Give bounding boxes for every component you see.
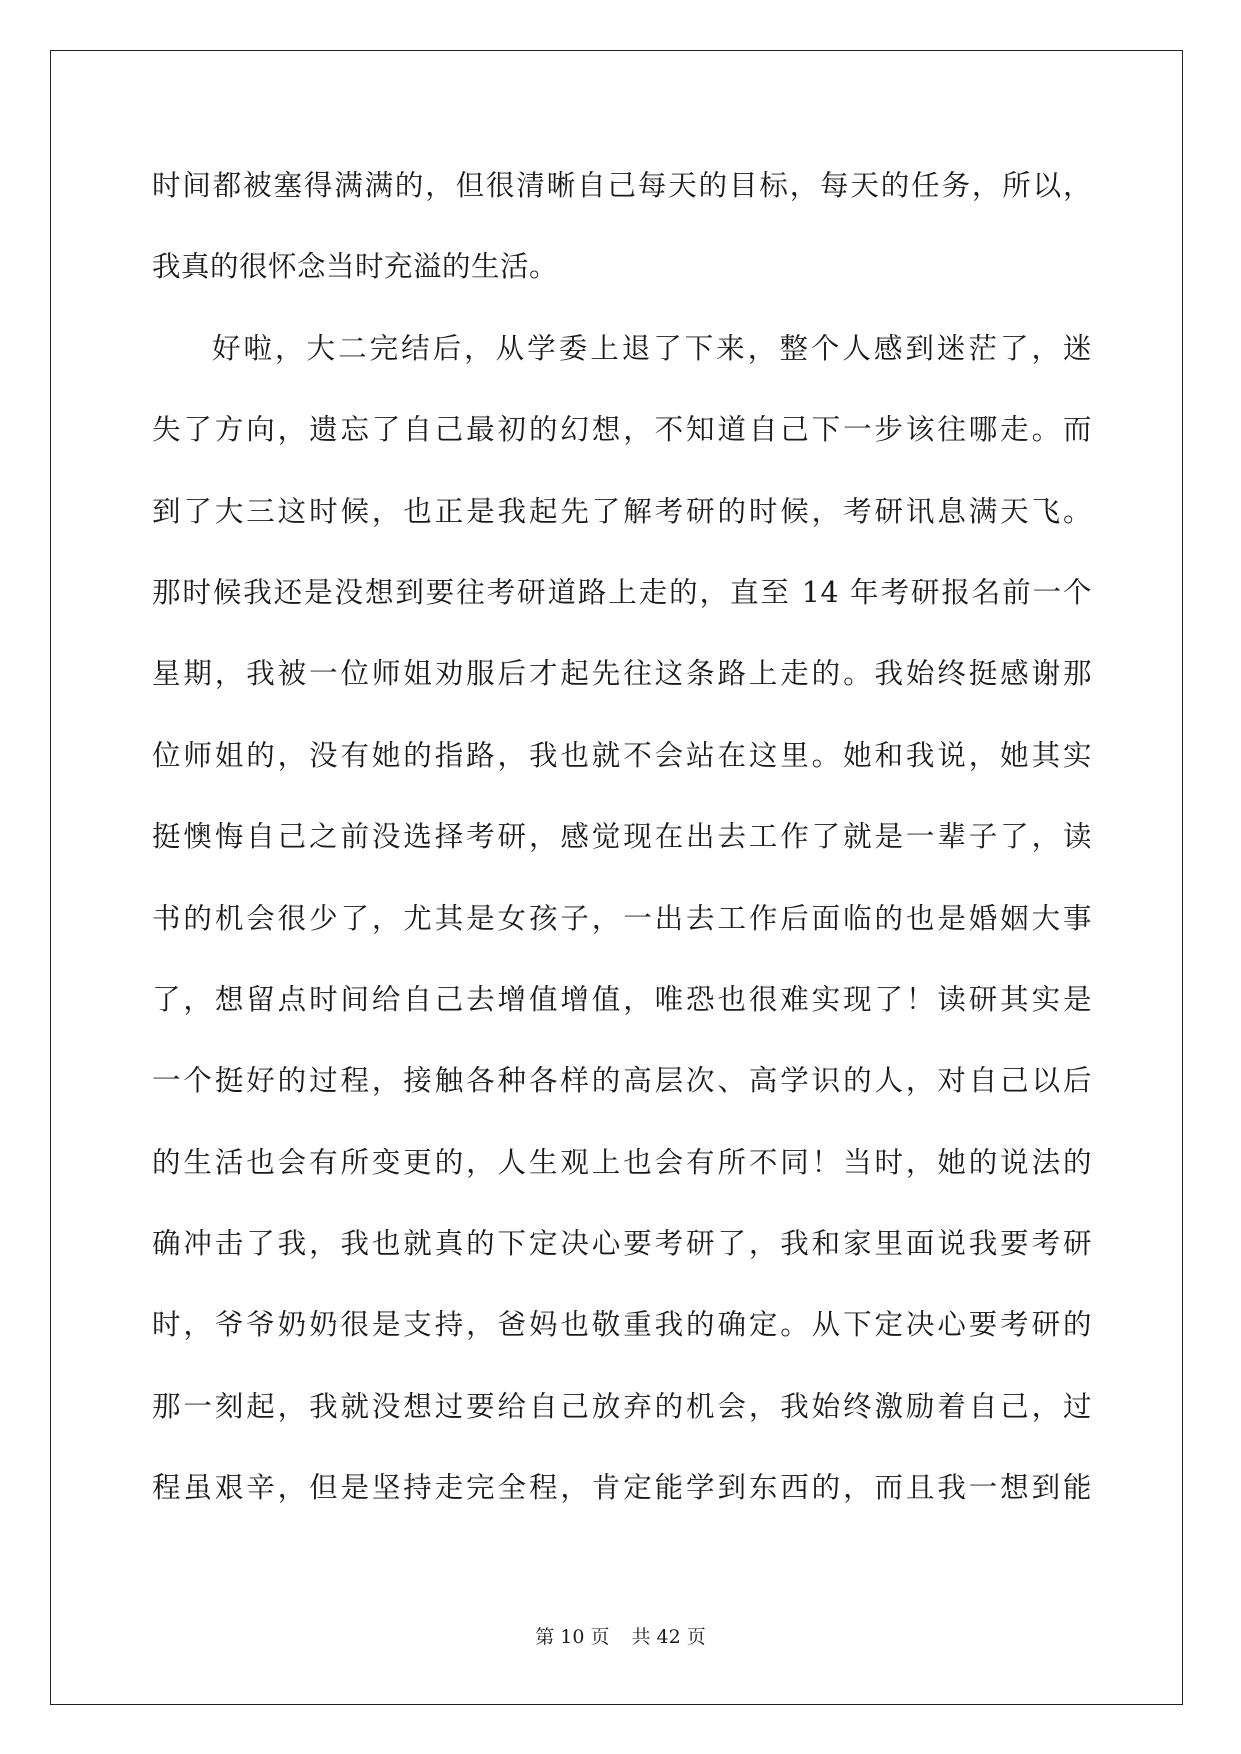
text-line: 的生活也会有所变更的，人生观上也会有所不同！当时，她的说法的 xyxy=(152,1145,1092,1179)
text-line: 那时候我还是没想到要往考研道路上走的，直至 14 年考研报名前一个 xyxy=(152,575,1092,609)
text-line: 一个挺好的过程，接触各种各样的高层次、高学识的人，对自己以后 xyxy=(152,1064,1092,1098)
text-line: 星期，我被一位师姐劝服后才起先往这条路上走的。我始终挺感谢那 xyxy=(152,657,1092,691)
text-line: 失了方向，遗忘了自己最初的幻想，不知道自己下一步该往哪走。而 xyxy=(152,413,1092,447)
page-total: 共 42 页 xyxy=(631,1626,706,1648)
text-line: 书的机会很少了，尤其是女孩子，一出去工作后面临的也是婚姻大事 xyxy=(152,901,1092,935)
page-footer xyxy=(0,1625,1241,1649)
text-line: 程虽艰辛，但是坚持走完全程，肯定能学到东西的，而且我一想到能 xyxy=(152,1471,1092,1505)
text-line: 确冲击了我，我也就真的下定决心要考研了，我和家里面说我要考研 xyxy=(152,1227,1092,1261)
text-line: 了，想留点时间给自己去增值增值，唯恐也很难实现了！读研其实是 xyxy=(152,982,1092,1016)
text-line: 位师姐的，没有她的指路，我也就不会站在这里。她和我说，她其实 xyxy=(152,738,1092,772)
text-line: 挺懊悔自己之前没选择考研，感觉现在出去工作了就是一辈子了，读 xyxy=(152,820,1092,854)
text-line: 我真的很怀念当时充溢的生活。 xyxy=(152,250,559,284)
text-line: 时，爷爷奶奶很是支持，爸妈也敬重我的确定。从下定决心要考研的 xyxy=(152,1308,1092,1342)
text-line: 好啦，大二完结后，从学委上退了下来，整个人感到迷茫了，迷 xyxy=(212,331,1092,365)
page-number: 第 10 页 xyxy=(535,1626,610,1648)
text-line: 时间都被塞得满满的，但很清晰自己每天的目标，每天的任务，所以， xyxy=(152,169,1092,202)
text-line: 那一刻起，我就没想过要给自己放弃的机会，我始终激励着自己，过 xyxy=(152,1389,1092,1423)
text-line: 到了大三这时候，也正是我起先了解考研的时候，考研讯息满天飞。 xyxy=(152,494,1092,528)
document-body xyxy=(152,166,1092,1550)
